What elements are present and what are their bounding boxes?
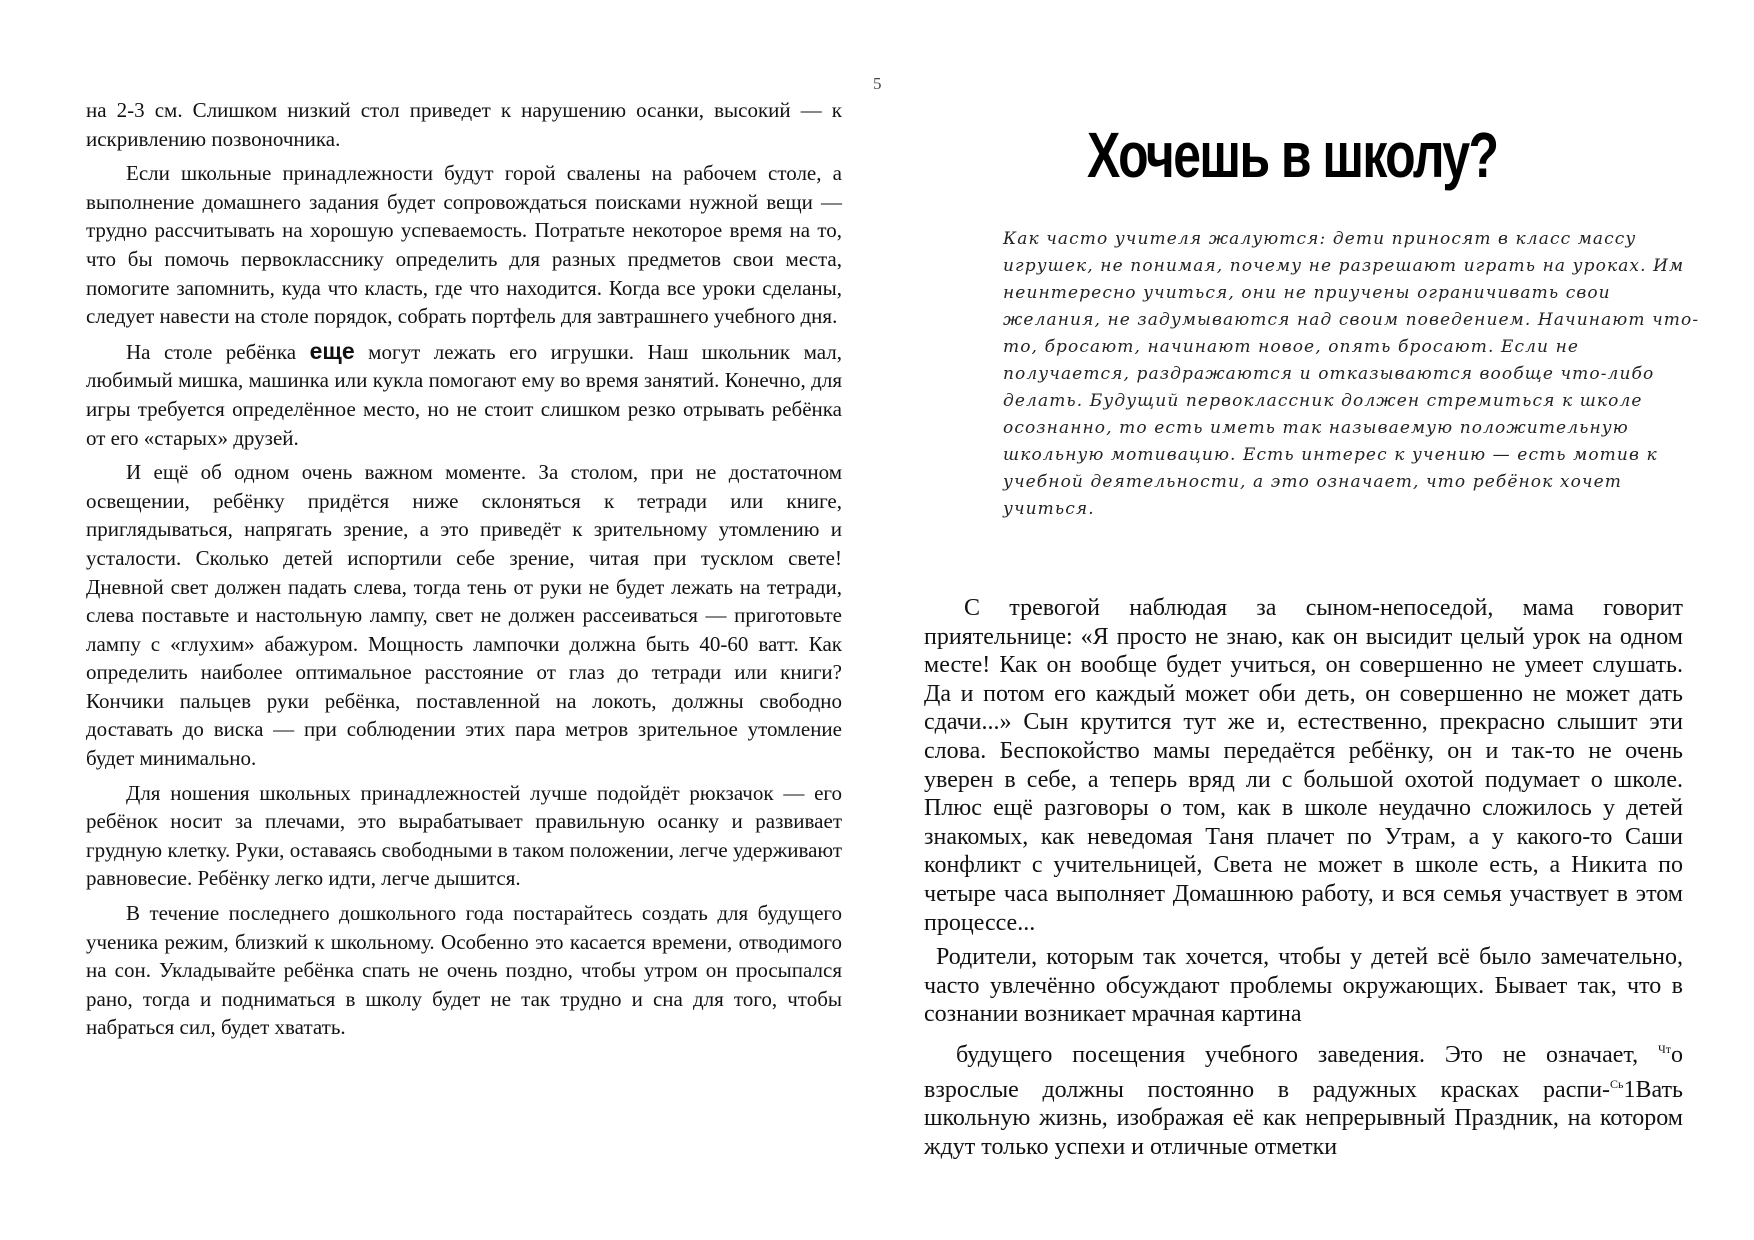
paragraph: Для ношения школьных принадлежностей лучше подойдёт рюкзачок — его ребёнок носит за плечами, это вырабатывает правильную осанку и развивает грудную клетку. Руки, оставаясь свободными в таком положении, легче удерживают равновесие. Ребёнку легко идти, легче дышится. bbox=[86, 780, 842, 891]
paragraph: В течение последнего дошкольного года постарайтесь создать для будущего ученика режим, близкий к школьному. Особенно это касается времени, отводимого на сон. Укладывайте ребёнка спать не очень поздно, чтобы утром он просыпался рано, тогда и подниматься в школу будет не так трудно и сна для того, чтобы набраться сил, будет хватать. bbox=[86, 901, 842, 1040]
superscript-fragment: Чт bbox=[1657, 1041, 1671, 1056]
chapter-title: Хочешь в школу? bbox=[1087, 119, 1498, 191]
text-run: о взрослые должны постоянно в радужных красках распи- bbox=[924, 1041, 1683, 1103]
right-page-body bbox=[924, 594, 1683, 1167]
text-run: будущего посещения учебного заведения. Это не означает, bbox=[956, 1041, 1658, 1068]
paragraph: Если школьные принадлежности будут горой свалены на рабочем столе, а выполнение домашнего задания будет сопровождаться поисками нужной вещи — трудно рассчитывать на хорошую успеваемость. Потратьте некоторое время на то, что бы помочь первокласснику определить для разных предметов свои места, помогите запомнить, куда что класть, где что находится. Когда все уроки сделаны, следует навести на столе порядок, собрать портфель для завтрашнего учебного дня. bbox=[86, 161, 842, 329]
text-run: могут лежать его игрушки. Наш школьник мал, любимый мишка, машинка или кукла помогают ему во время занятий. Конечно, для игры требуется определённое место, но не стоит слишком резко отрывать ребёнка от его «старых» друзей. bbox=[86, 339, 842, 450]
paragraph: С тревогой наблюдая за сыном-непоседой, мама говорит приятельнице: «Я просто не знаю, как он высидит целый урок на одном месте! Как он вообще будет учиться, он совершенно не умеет слушать. Да и потом его каждый может оби деть, он совершенно не может дать сдачи...» Сын крутится тут же и, естественно, прекрасно слышит эти слова. Беспокойство мамы передаётся ребёнку, он и так-то не очень уверен в себе, а теперь вряд ли с большой охотой подумает о школе. Плюс ещё разговоры о том, как в школе неудачно сложилось у детей знакомых, как неведомая Таня плачет по Утрам, а у какого-то Саши конфликт с учительницей, Света не может в школе есть, а Никита по четыре часа выполняет Домашнюю работу, и вся семья участвует в этом процессе... bbox=[924, 595, 1683, 936]
epigraph: Как часто учителя жалуются: дети приносят в класс массу игрушек, не понимая, почему не разрешают играть на уроках. Им неинтересно учиться, они не приучены ограничивать свои желания, не задумываются над своим поведением. Начинают что-то, бросают, начинают новое, опять бросают. Если не получается, раздражаются и отказываются вообще что-либо делать. Будущий первоклассник должен стремиться к школе осознанно, то есть иметь так называемую положительную школьную мотивацию. Есть интерес к учению — есть мотив к учебной деятельности, а это означает, что ребёнок хочет учиться. bbox=[1003, 229, 1700, 519]
superscript-fragment: Сь bbox=[1610, 1076, 1624, 1091]
page-number: 5 bbox=[873, 74, 882, 93]
paragraph bbox=[86, 337, 842, 452]
text-run: На столе ребёнка bbox=[126, 339, 310, 364]
emphasized-word: еще bbox=[309, 337, 355, 364]
paragraph: Родители, которым так хочется, чтобы у детей всё было замечательно, часто увлечённо обсуждают проблемы окружающих. Бывает так, что в сознании возникает мрачная картина bbox=[924, 944, 1683, 1028]
paragraph: на 2-3 см. Слишком низкий стол приведет к нарушению осанки, высокий — к искривлению позвоночника. bbox=[86, 98, 842, 151]
left-page-body bbox=[86, 96, 842, 1048]
right-page bbox=[877, 0, 1754, 1240]
paragraph: И ещё об одном очень важном моменте. За столом, при не достаточном освещении, ребёнку придётся ниже склоняться к тетради или книге, приглядываться, напрягать зрение, а это приведёт к зрительному утомлению и усталости. Сколько детей испортили себе зрение, читая при тусклом свете! Дневной свет должен падать слева, тогда тень от руки не будет лежать на тетради, слева поставьте и настольную лампу, свет не должен рассеиваться — приготовьте лампу с «глухим» абажуром. Мощность лампочки должна быть 40-60 ватт. Как определить наиболее оптимальное расстояние от глаз до тетради или книги? Кончики пальцев руки ребёнка, поставленной на локоть, должны свободно доставать до виска — при соблюдении этих пара метров зрительное утомление будет минимально. bbox=[86, 460, 842, 771]
paragraph bbox=[924, 1035, 1683, 1161]
text-run: 1Вать школьную жизнь, изображая её как непрерывный Праздник, на котором ждут только успехи и отличные отметки bbox=[924, 1076, 1683, 1160]
